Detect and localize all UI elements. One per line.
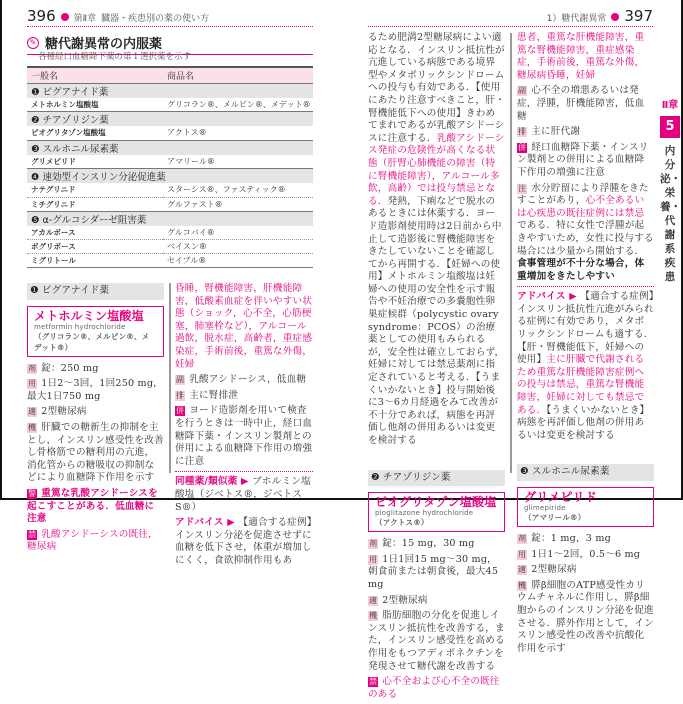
- text-segment: 【うまくいかないとき】病態を再評価し他剤の併用あるいは変更を検討する: [517, 404, 650, 441]
- text-segment: 脂肪細胞の分化を促進しインスリン抵抗性を改善する，また，インスリン感受性を高める作用をもつアディポネクチンを発現させて糖代謝を改善する: [368, 610, 505, 672]
- table-row: [27, 126, 313, 140]
- section-title: 糖代謝異常の内服薬: [45, 37, 163, 52]
- dotted-divider: [175, 471, 313, 472]
- text-segment: 水分貯留により浮腫をきたすことがあり，: [517, 182, 649, 207]
- table-row: [27, 197, 313, 211]
- text-segment: 【適合する症例】インスリン抵抗性亢進がみられる症例に有効であり，メタボリックシンドロームも適する．【肝・腎機能低下，妊婦への使用】: [517, 291, 654, 366]
- drug-info-item: [27, 378, 164, 403]
- drug-info-item: [27, 529, 164, 554]
- drug-info-item: [27, 488, 164, 526]
- column-divider: [510, 33, 512, 473]
- text-segment: ブホルミン塩酸塩（ジベトス®，ジベトスS®）: [175, 476, 311, 513]
- info-tag-icon: 用: [369, 554, 378, 564]
- info-tag-icon: 注: [518, 183, 527, 193]
- section-subtitle: 各種経口血糖降下薬の第１選択薬を示す: [38, 52, 192, 62]
- text-segment: 心不全あるいは心疾患の既往症例には禁忌: [517, 195, 645, 219]
- drug-info-item: [27, 422, 164, 485]
- section-label: 1）糖代謝異常: [546, 14, 607, 24]
- text-paragraph: [175, 476, 313, 514]
- text-segment: アドバイス ▶: [175, 517, 239, 529]
- dotted-divider: [517, 286, 654, 287]
- text-segment: 心不全の増悪あるいは発症，浮腫，肝機能障害，低血糖: [517, 85, 645, 122]
- drug-class-heading: ❶ ビグアナイド薬: [27, 283, 164, 300]
- table-group-row: [27, 83, 313, 98]
- brand-name: グリコラン®、メルビン®、メデット®: [167, 99, 311, 109]
- text-segment: 2型糖尿病: [531, 564, 577, 576]
- brand-name: セイブル®: [163, 254, 313, 268]
- chapter-side-tab[interactable]: [660, 100, 680, 284]
- generic-name: ピオグリタゾン塩酸塩: [31, 128, 106, 138]
- text-paragraph: [368, 32, 505, 448]
- table-group-row: [27, 211, 313, 226]
- text-segment: 同種薬/類似薬 ▶: [175, 476, 253, 488]
- text-segment: 昏睡，腎機能障害，肝機能障害，低酸素血症を伴いやすい状態（ショック，心不全，心筋梗塞，肺塞栓など），アルコール過飲，脱水症，高齢者，重症感染症，手術前後，重篤な外傷，妊婦: [175, 283, 313, 370]
- drug-info-item: [368, 595, 505, 608]
- text-paragraph: [517, 291, 654, 442]
- text-segment: 主に肝臓で代謝されるため重篤な肝機能障害症例への投与は禁忌，重篤な腎機能障害，妊婦に対しても禁忌である．: [517, 354, 645, 416]
- drug-english-name: metformin hydrochloride: [34, 322, 126, 331]
- drug-brand-names: （アクトス®）: [375, 518, 429, 528]
- generic-name: グリメピリド: [31, 156, 76, 166]
- info-tag-icon: 排: [176, 390, 185, 400]
- drug-table: [27, 66, 313, 268]
- text-segment: 経口血糖降下薬・インスリン製剤との併用による血糖降下作用の増強に注意: [517, 141, 649, 178]
- side-tab-chapter: Ⅱ章: [661, 100, 679, 111]
- table-row: [27, 183, 313, 197]
- text-segment: 2型糖尿病: [382, 594, 428, 606]
- info-tag-icon: 剤: [518, 534, 527, 543]
- side-tab-label: 内分泌・栄養・代謝系疾患: [660, 145, 681, 283]
- info-tag-icon: 警: [28, 488, 37, 498]
- text-segment: アドバイス ▶: [517, 291, 581, 303]
- drug-class-heading: ❸ スルホニル尿素薬: [517, 464, 654, 481]
- generic-name: ナテグリニド: [31, 185, 76, 195]
- drug-info-item: [517, 564, 654, 577]
- text-segment: 1日1回15 mg～30 mg，朝食前または朝食後，最大45 mg: [368, 553, 499, 590]
- drug-info-item: [517, 533, 654, 546]
- text-segment: 錠：15 mg，30 mg: [382, 538, 475, 550]
- drug-info-item: [368, 538, 505, 551]
- drug-class-heading: ❷ チアゾリジン薬: [368, 470, 505, 487]
- info-tag-icon: 適: [518, 565, 527, 575]
- drug-info-item: [27, 363, 164, 376]
- left-page-column-1: [27, 283, 164, 557]
- bullet-dot-icon: [61, 13, 69, 21]
- text-segment: 発熱，下痢などで脱水のあるときには休薬する．ヨード造影剤使用時は2日前から中止して造影後に腎機能障害をきたしていないことを確認してから再開する．【妊婦への使用】メトホルミン塩酸塩は妊婦への使用の安全性を示す報告や不妊治療での多嚢胞性卵巣症候群（polycystic ovary syndrome：PCOS）の治療薬としての使用もみられるが，安全性は確立しておらず，妊婦に対しては禁忌薬剤に指定されていると考える．【うまくいかないとき】投与開始後に3～6カ月経過をみて改善が不十分であれば，病態を再評価し他剤の併用あるいは変更を検討する: [368, 195, 505, 446]
- left-page-header: [27, 7, 313, 27]
- info-tag-icon: 用: [28, 379, 37, 389]
- text-segment: 患者，重篤な肝機能障害，重篤な腎機能障害，重症感染症，手術前後，重篤な外傷，糖尿病昏睡，妊婦: [517, 32, 645, 81]
- group-label: ❹ 速効型インスリン分泌促進薬: [27, 169, 313, 184]
- drug-info-item: [517, 549, 654, 562]
- table-row: [27, 254, 313, 268]
- info-tag-icon: 禁: [28, 529, 37, 539]
- drug-name: メトホルミン塩酸塩: [34, 308, 144, 323]
- drug-info-item: [175, 374, 313, 387]
- chapter-label: 第Ⅱ章: [73, 14, 97, 24]
- generic-name: メトホルミン塩酸塩: [31, 99, 99, 109]
- text-paragraph: [175, 283, 313, 371]
- drug-info-item: [368, 610, 505, 673]
- info-tag-icon: 剤: [369, 539, 378, 549]
- drug-info-item: [517, 580, 654, 656]
- drug-info-item: [175, 390, 313, 403]
- text-segment: るため肥満2型糖尿病によい適応となる．インスリン抵抗性が亢進している病態である境界型やメタボリックシンドロームへの投与も有効である．【使用にあたり注意すべきこと，肝・腎機能低下への使用】きわめてまれであるが乳酸アシドーシスに注意する．: [368, 32, 505, 144]
- generic-name: ボグリボース: [27, 240, 163, 254]
- text-segment: 膵β細胞のATP感受性カリウムチャネルに作用し，膵β細胞からのインスリン分泌を促進させる．膵外作用として，インスリン感受性の改善や抗酸化作用を示す: [517, 579, 654, 654]
- drug-name-box: [368, 492, 505, 532]
- generic-name: ミグリトール: [27, 254, 163, 268]
- drug-info-item: [517, 126, 654, 139]
- text-segment: 重篤な乳酸アシドーシスを起こすことがある．低血糖に注意: [27, 487, 158, 525]
- info-tag-icon: 排: [518, 127, 527, 137]
- generic-name: ミチグリニド: [27, 197, 163, 211]
- group-label: ❺ α-グルコシダーゼ阻害薬: [27, 211, 313, 226]
- text-segment: ヨード造影剤を用いて検査を行うときは一時中止，経口血糖降下薬・インスリン製剤との併用による血糖降下作用の増強に注意: [175, 405, 313, 467]
- brand-name: ベイスン®: [163, 240, 313, 254]
- drug-brand-names: （アマリール®）: [524, 513, 586, 522]
- drug-info-item: [517, 142, 654, 180]
- info-tag-icon: 機: [518, 580, 527, 590]
- drug-info-item: [368, 554, 505, 592]
- group-label: ❷ チアゾリジン薬: [27, 112, 313, 127]
- generic-name: アカルボース: [31, 227, 76, 237]
- info-tag-icon: 禁: [369, 677, 378, 687]
- drug-info-item: [517, 85, 654, 123]
- bullet-dot-icon: [611, 13, 619, 21]
- text-segment: 肝臓での糖新生の抑制を主とし，インスリン感受性を改善し骨格筋での糖利用の亢進，消化管からの糖吸収の抑制などにより血糖降下作用を示す: [27, 421, 164, 484]
- drug-info-item: [368, 676, 505, 701]
- text-segment: 錠：1 mg，3 mg: [531, 533, 611, 544]
- text-segment: 1日2～3回，1回250 mg，最大1日750 mg: [27, 378, 163, 402]
- table-group-row: [27, 169, 313, 184]
- column-divider: [169, 283, 171, 473]
- drug-english-name: glimepiride: [524, 504, 566, 512]
- column-header-brand: 商品名: [163, 67, 313, 83]
- info-tag-icon: 併: [176, 406, 185, 416]
- text-segment: 食事管理が不十分な場合，体重増加をきたしやすい: [517, 258, 645, 282]
- info-tag-icon: 機: [369, 611, 378, 621]
- chapter-title: 臓器・疾患別の薬の使い方: [101, 14, 210, 24]
- text-segment: 2型糖尿病: [41, 406, 87, 418]
- page-number: 396: [27, 7, 56, 25]
- group-label: ❸ スルホニル尿素薬: [27, 140, 313, 155]
- drug-name-box: [517, 487, 654, 527]
- info-tag-icon: 適: [28, 407, 37, 417]
- info-tag-icon: 副: [176, 375, 185, 385]
- text-segment: である．特に女性で浮腫が起きやすいため，女性に投与する場合には少量から開始する．: [517, 220, 654, 257]
- right-page-column-1: [368, 32, 505, 704]
- brand-name: スターシス®、ファスティック®: [167, 185, 286, 195]
- page-number: 397: [624, 7, 653, 25]
- text-segment: 乳酸アシドーシス，低血糖: [189, 374, 307, 386]
- info-tag-icon: 副: [518, 86, 527, 96]
- text-segment: 主に腎排泄: [189, 389, 239, 401]
- drug-name: ピオグリタゾン塩酸塩: [375, 495, 497, 510]
- brand-name: グルファスト®: [163, 197, 313, 211]
- pill-icon: ✎: [27, 37, 39, 49]
- drug-name: グリメピリド: [524, 490, 597, 504]
- table-row: [27, 240, 313, 254]
- drug-info-item: [175, 405, 313, 468]
- brand-name: アクトス®: [167, 128, 207, 138]
- drug-name-box: [27, 306, 164, 357]
- side-tab-number: 5: [660, 116, 680, 138]
- text-segment: 1日1～2回，0.5～6 mg: [531, 548, 641, 560]
- text-segment: 錠：250 mg: [41, 362, 99, 374]
- table-row: [27, 98, 313, 112]
- text-segment: 心不全および心不全の既往のある: [368, 676, 500, 700]
- text-segment: 【適合する症例】インスリン分泌を促進させずに血糖を低下させ，体重が増加しにくく，食欲抑制作用もあ: [175, 517, 312, 566]
- brand-name: グルコバイ®: [167, 227, 215, 237]
- drug-info-item: [517, 183, 654, 284]
- text-paragraph: [175, 517, 313, 567]
- text-paragraph: [517, 32, 654, 82]
- table-group-row: [27, 140, 313, 155]
- table-row: [27, 155, 313, 169]
- right-page-column-2: [517, 32, 654, 658]
- info-tag-icon: 用: [518, 549, 527, 559]
- column-header-generic: 一般名: [27, 67, 163, 83]
- drug-info-item: [27, 406, 164, 419]
- drug-english-name: pioglitazone hydrochloride: [375, 509, 474, 518]
- text-segment: 主に肝代謝: [531, 126, 581, 138]
- info-tag-icon: 剤: [28, 363, 37, 373]
- brand-name: アマリール®: [167, 156, 215, 166]
- left-page-column-2: [175, 283, 313, 570]
- right-page-header: [368, 7, 653, 27]
- text-segment: 乳酸アシドーシス発症の危険性が高くなる状態（肝腎心肺機能の障害（特に腎機能障害），アルコール多飲，高齢）では投与禁忌となる．: [368, 132, 505, 207]
- table-row: [27, 226, 313, 240]
- table-group-row: [27, 112, 313, 127]
- group-label: ❶ ビグアナイド薬: [27, 83, 313, 98]
- drug-brand-names: （グリコラン®、メルビン®、メデット®）: [34, 331, 150, 352]
- text-segment: 乳酸アシドーシスの既往，糖尿病: [27, 528, 158, 553]
- info-tag-icon: 機: [28, 422, 37, 432]
- info-tag-icon: 併: [518, 142, 527, 152]
- info-tag-icon: 適: [369, 595, 378, 605]
